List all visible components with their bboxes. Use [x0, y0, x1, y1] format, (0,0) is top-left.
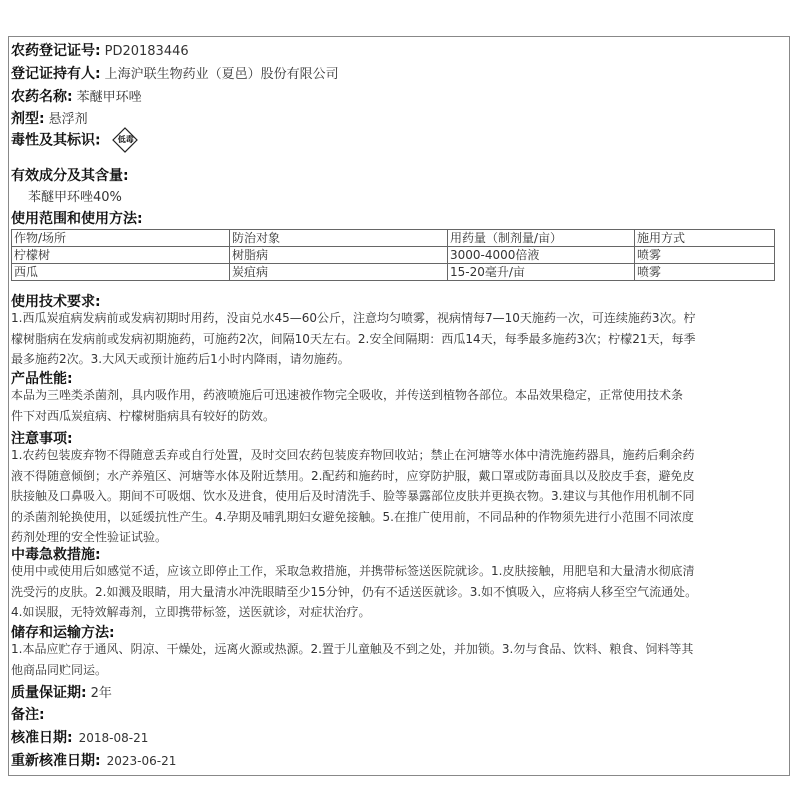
table-cell: 15-20毫升/亩: [448, 264, 635, 281]
first-aid-paragraph: [11, 561, 781, 623]
ingredient-value: 苯醚甲环唑40%: [28, 190, 122, 205]
pesticide-name-label: 农药名称:: [11, 89, 73, 105]
text-line: 1.西瓜炭疽病发病前或发病初期时用药，没亩兑水45—60公斤，注意均匀喷雾，视病情每7—10天施药一次，可连续施药3次。柠: [11, 311, 696, 325]
table-cell: 炭疽病: [230, 264, 448, 281]
text-line: 药剂处理的安全性验证试验。: [11, 530, 168, 544]
shelf-life-value: 2年: [90, 686, 112, 701]
toxicity-badge-text: 低毒: [117, 134, 134, 144]
technique-paragraph: [11, 308, 781, 370]
first-aid-label: 中毒急救措施:: [11, 547, 101, 563]
formulation-label: 剂型:: [11, 111, 45, 127]
text-line: 檬树脂病在发病前或发病初期施药，可施药2次，间隔10天左右。2.安全间隔期：西瓜14天，每季最多施药3次；柠檬21天，每季: [11, 331, 696, 346]
text-line: 最多施药2次。3.大风天或预计施药后1小时内降雨，请勿施药。: [11, 352, 350, 366]
table-row: [12, 247, 775, 264]
formulation-row: [11, 108, 88, 128]
technique-label: 使用技术要求:: [11, 294, 101, 310]
performance-paragraph: [11, 385, 781, 426]
toxicity-row: [11, 129, 136, 151]
table-cell: 喷雾: [635, 264, 775, 281]
remarks-row: [11, 704, 49, 724]
table-cell: 3000-4000倍液: [448, 247, 635, 264]
header-cell: 作物/场所: [12, 230, 230, 247]
ingredient-label: 有效成分及其含量:: [11, 168, 129, 184]
registration-number-row: [11, 40, 189, 60]
approval-date-label: 核准日期:: [11, 730, 73, 746]
usage-label: 使用范围和使用方法:: [11, 211, 143, 227]
shelf-life-label: 质量保证期:: [11, 685, 87, 701]
text-line: 液不得随意倾倒；水产养殖区、河塘等水体及附近禁用。2.配药和施药时，应穿防护服，戴口罩或防毒面具以及胶皮手套，避免皮: [11, 468, 695, 483]
text-line: 4.如误服，无特效解毒剂，立即携带标签，送医就诊，对症状治疗。: [11, 605, 371, 619]
table-cell: 柠檬树: [12, 247, 230, 264]
table-cell: 喷雾: [635, 247, 775, 264]
storage-paragraph: [11, 639, 781, 680]
shelf-life-row: [11, 682, 112, 702]
header-cell: 施用方式: [635, 230, 775, 247]
holder-row: [11, 63, 339, 83]
text-line: 件下对西瓜炭疽病、柠檬树脂病具有较好的防效。: [11, 408, 276, 423]
text-line: 1.农药包装废弃物不得随意丢弃或自行处置，及时交回农药包装废弃物回收站；禁止在河塘等水体中清洗施药器具，施药后剩余药: [11, 448, 695, 462]
registration-number-value: PD20183446: [104, 44, 189, 59]
low-toxicity-diamond-icon: [114, 129, 136, 151]
text-line: 肤接触及口鼻吸入。期间不可吸烟、饮水及进食，使用后及时清洗手、脸等暴露部位皮肤并更换衣物。3.建议与其他作用机制不同: [11, 489, 695, 503]
text-line: 1.本品应贮存于通风、阴凉、干燥处，远离火源或热源。2.置于儿童触及不到之处，并加锁。3.勿与食品、饮料、粮食、饲料等其: [11, 642, 694, 656]
pesticide-name-value: 苯醚甲环唑: [76, 90, 142, 105]
text-line: 洗受污的皮肤。2.如溅及眼睛，用大量清水冲洗眼睛至少15分钟，仍有不适送医就诊。3.如不慎吸入，应将病人移至空气流通处。: [11, 584, 698, 599]
toxicity-label: 毒性及其标识:: [11, 132, 101, 149]
text-line: 他商品同贮同运。: [11, 662, 108, 677]
approval-date-value: 2018-08-21: [78, 731, 149, 745]
header-cell: 防治对象: [230, 230, 448, 247]
text-line: 使用中或使用后如感觉不适，应该立即停止工作，采取急救措施，并携带标签送医院就诊。1.皮肤接触，用肥皂和大量清水彻底清: [11, 564, 695, 578]
table-row: [12, 264, 775, 281]
usage-row: [11, 208, 143, 228]
holder-label: 登记证持有人:: [11, 66, 101, 82]
precautions-paragraph: [11, 445, 781, 548]
performance-label: 产品性能:: [11, 371, 73, 387]
reapproval-date-row: [11, 750, 176, 770]
storage-label: 储存和运输方法:: [11, 625, 115, 641]
holder-value: 上海沪联生物药业（夏邑）股份有限公司: [104, 67, 339, 82]
table-cell: 西瓜: [12, 264, 230, 281]
usage-table-header: [12, 230, 775, 247]
approval-date-row: [11, 727, 148, 747]
reapproval-date-label: 重新核准日期:: [11, 753, 101, 769]
registration-number-label: 农药登记证号:: [11, 43, 101, 59]
precautions-label: 注意事项:: [11, 431, 73, 447]
text-line: 本品为三唑类杀菌剂，具内吸作用，药液喷施后可迅速被作物完全吸收，并传送到植物各部位。本品效果稳定，正常使用技术条: [11, 388, 684, 402]
text-line: 的杀菌剂轮换使用，以延缓抗性产生。4.孕期及哺乳期妇女避免接触。5.在推广使用前，不同品种的作物须先进行小范围不同浓度: [11, 509, 694, 524]
table-cell: 树脂病: [230, 247, 448, 264]
remarks-label: 备注:: [11, 707, 45, 723]
ingredient-row: [11, 165, 129, 185]
formulation-value: 悬浮剂: [48, 112, 88, 127]
usage-table: [11, 229, 775, 281]
reapproval-date-value: 2023-06-21: [106, 754, 177, 768]
ingredient-value-row: [28, 186, 122, 205]
pesticide-name-row: [11, 86, 142, 106]
header-cell: 用药量（制剂量/亩）: [448, 230, 635, 247]
